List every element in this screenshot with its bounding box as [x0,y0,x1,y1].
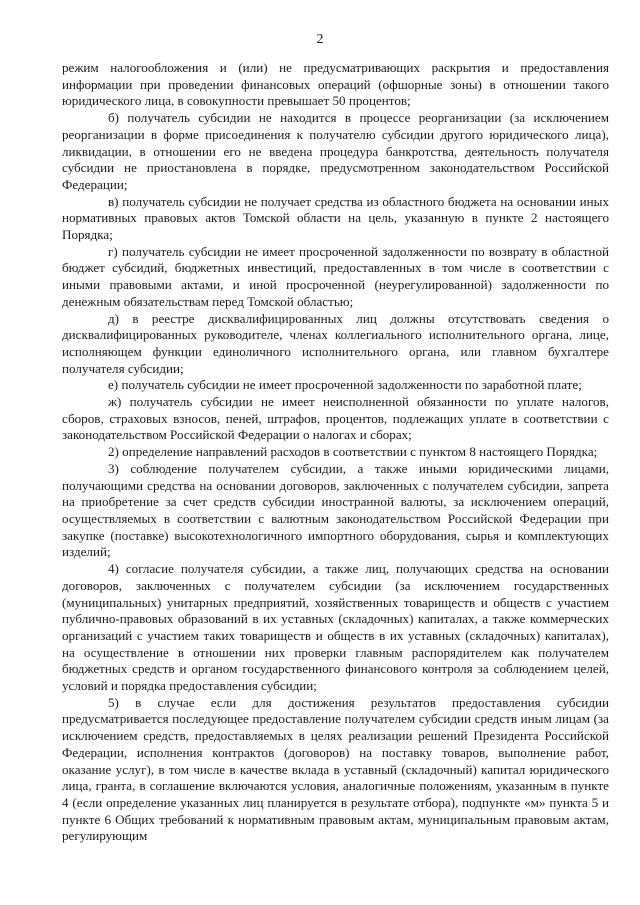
paragraph-item-v: в) получатель субсидии не получает средства из областного бюджета на основании иных нормативных правовых актов Томской области на цель, указанную в пункте 2 настоящего Порядка; [62,193,609,243]
document-body [62,60,609,845]
paragraph-item-zh: ж) получатель субсидии не имеет неисполненной обязанности по уплате налогов, сборов, страховых взносов, пеней, штрафов, процентов, подлежащих уплате в соответствии с законодательством Российской Федерации о налогах и сборах; [62,394,609,443]
paragraph-continuation: режим налогообложения и (или) не предусматривающих раскрытия и предоставления информации при проведении финансовых операций (офшорные зоны) в отношении такого юридического лица, в совокупности превышает 50 процентов; [62,60,609,109]
paragraph-item-d: д) в реестре дисквалифицированных лиц должны отсутствовать сведения о дисквалифицированных руководителе, членах коллегиального исполнительного органа, лице, исполняющем функции единоличного исполнительного органа, или главном бухгалтере получателя субсидии; [62,310,609,376]
paragraph-item-b: б) получатель субсидии не находится в процессе реорганизации (за исключением реорганизации в форме присоединения к получателю субсидии другого юридического лица), ликвидации, в отношении его не введена процедура банкротства, деятельность получателя субсидии не приостановлена в порядке, предусмотренном законодательством Российской Федерации; [62,110,609,192]
paragraph-item-4: 4) согласие получателя субсидии, а также лиц, получающих средства на основании договоров, заключенных с получателем субсидии (за исключением государственных (муниципальных) унитарных предприятий, хозяйственных товариществ и обществ с участием публично-правовых образований в их уставных (складочных) капиталах, а также коммерческих организаций с участием таких товариществ и обществ в их уставных (складочных) капиталах), на осуществление в отношении них проверки главным распорядителем как получателем бюджетных средств и органом государственного финансового контроля за соблюдением целей, условий и порядка предоставления субсидии; [62,561,609,694]
paragraph-item-3: 3) соблюдение получателем субсидии, а также иными юридическими лицами, получающими средства на основании договоров, заключенных с получателем субсидии, запрета на приобретение за счет средств субсидии иностранной валюты, за исключением операций, осуществляемых в соответствии с валютным законодательством Российской Федерации при закупке (поставке) высокотехнологичного импортного оборудования, сырья и комплектующих изделий; [62,460,609,560]
paragraph-item-g: г) получатель субсидии не имеет просроченной задолженности по возврату в областной бюджет субсидий, бюджетных инвестиций, предоставленных в том числе в соответствии с иными правовыми актами, и иной просроченной (неурегулированной) задолженности по денежным обязательствам перед Томской областью; [62,243,609,309]
paragraph-item-e: е) получатель субсидии не имеет просроченной задолженности по заработной плате; [108,377,582,393]
page-number: 2 [316,32,324,47]
paragraph-item-2: 2) определение направлений расходов в соответствии с пунктом 8 настоящего Порядка; [108,444,598,460]
paragraph-item-5: 5) в случае если для достижения результатов предоставления субсидии предусматривается последующее предоставление получателем субсидии средств иным лицам (за исключением средств, предоставляемых в целях реализации решений Президента Российской Федерации, исполнения контрактов (договоров) на поставку товаров, выполнение работ, оказание услуг), в том числе в качестве вклада в уставный (складочный) капитал юридического лица, гранта, в соглашение включаются условия, аналогичные положениям, указанным в пункте 4 (если определение указанных лиц планируется в результате отбора), подпункте «м» пункта 5 и пункте 6 Общих требований к нормативным правовым актам, муниципальным правовым актам, регулирующим [62,694,609,844]
